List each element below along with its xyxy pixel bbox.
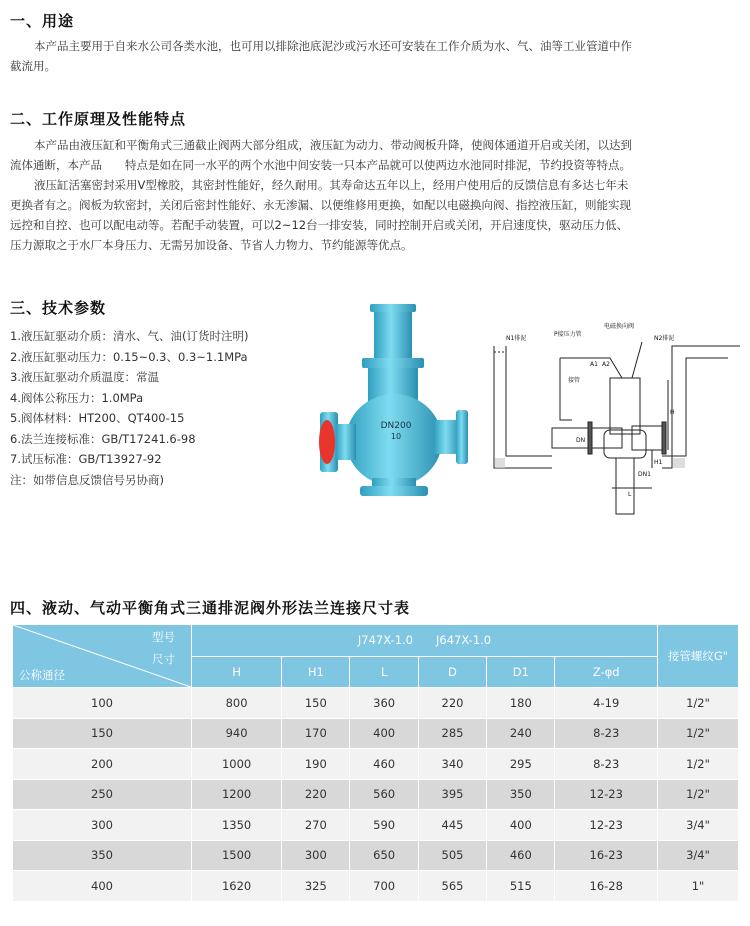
table-row	[13, 718, 739, 749]
table-cell: 16-28	[555, 871, 658, 902]
table-cell: 285	[418, 718, 486, 749]
section-title-dimensions: 四、液动、气动平衡角式三通排泥阀外形法兰连接尺寸表	[10, 599, 411, 617]
table-row	[13, 871, 739, 902]
col-header-z: Z-φd	[555, 656, 658, 688]
diagram-label-l: L	[628, 491, 632, 498]
table-cell: 460	[350, 749, 418, 780]
table-cell: 650	[350, 840, 418, 871]
principle-line-4: 更换者有之。阀板为软密封，关闭后密封性能好、永无渗漏、以便维修用更换，如配以电磁换向阀、指控液压缸，则能实现	[10, 198, 631, 212]
table-cell: 460	[487, 840, 555, 871]
table-cell: 3/4"	[658, 810, 739, 841]
section-title-specs: 三、技术参数	[10, 299, 107, 317]
valve-product-image	[312, 300, 472, 500]
diagram-label-n1: N1排泥	[506, 335, 527, 342]
dimension-table-body	[13, 688, 739, 902]
table-cell: 565	[418, 871, 486, 902]
table-cell: 1"	[658, 871, 739, 902]
table-cell: 300	[282, 840, 350, 871]
table-cell: 400	[487, 810, 555, 841]
usage-line-2: 截流用。	[10, 59, 56, 73]
section-title-usage: 一、用途	[10, 12, 75, 30]
table-row	[13, 688, 739, 719]
table-cell: 800	[192, 688, 282, 719]
diagram-label-a1: A1	[590, 361, 598, 368]
principle-paragraph	[10, 135, 740, 255]
table-cell: 700	[350, 871, 418, 902]
usage-line-1: 本产品主要用于自来水公司各类水池，也可用以排除池底泥沙或污水还可安装在工作介质为水、气、油等工业管道中作	[34, 39, 632, 53]
section-title-principle: 二、工作原理及性能特点	[10, 110, 187, 128]
table-cell: 220	[282, 779, 350, 810]
table-cell: 1620	[192, 871, 282, 902]
table-cell: 250	[13, 779, 192, 810]
spec-item: 3.液压缸驱动介质温度：常温	[10, 370, 159, 384]
table-row	[13, 840, 739, 871]
table-cell: 100	[13, 688, 192, 719]
table-cell: 445	[418, 810, 486, 841]
diagram-label-dn1: DN1	[638, 471, 651, 478]
table-cell: 340	[418, 749, 486, 780]
table-cell: 190	[282, 749, 350, 780]
diagram-label-solenoid: 电磁换向阀	[604, 323, 635, 330]
table-cell: 150	[13, 718, 192, 749]
table-cell: 150	[282, 688, 350, 719]
principle-line-6: 压力源取之于水厂本身压力、无需另加设备、节省人力物力、节约能源等优点。	[10, 238, 413, 252]
table-cell: 395	[418, 779, 486, 810]
table-cell: 1500	[192, 840, 282, 871]
model-header: J747X-1.0 J647X-1.0	[192, 625, 658, 657]
table-cell: 295	[487, 749, 555, 780]
diagram-label-pressure-pipe: P接压力管	[554, 331, 582, 338]
col-header-d: D	[418, 656, 486, 688]
diagram-label-a2: A2	[602, 361, 610, 368]
table-cell: 300	[13, 810, 192, 841]
table-row	[13, 749, 739, 780]
corner-label-size: 尺寸	[152, 652, 175, 666]
table-corner-header	[13, 625, 192, 688]
diagram-label-h1: H1	[654, 459, 663, 466]
spec-note: 注：如带信息反馈信号另协商)	[10, 472, 164, 487]
table-cell: 220	[418, 688, 486, 719]
table-cell: 360	[350, 688, 418, 719]
table-cell: 400	[13, 871, 192, 902]
installation-diagram	[492, 318, 742, 516]
table-cell: 505	[418, 840, 486, 871]
valve-label-dn: DN200	[380, 421, 412, 431]
table-cell: 350	[13, 840, 192, 871]
dimension-table	[12, 624, 739, 902]
corner-label-dn: 公称通径	[19, 668, 65, 682]
table-cell: 16-23	[555, 840, 658, 871]
diagram-label-n2: N2排泥	[654, 335, 675, 342]
spec-item: 4.阀体公称压力：1.0MPa	[10, 390, 144, 405]
table-cell: 180	[487, 688, 555, 719]
col-header-h: H	[192, 656, 282, 688]
spec-item: 2.液压缸驱动压力：0.15~0.3、0.3~1.1MPa	[10, 349, 248, 364]
diagram-label-dn: DN	[576, 437, 586, 444]
principle-line-1: 本产品由液压缸和平衡角式三通截止阀两大部分组成，液压缸为动力、带动阀板升降，使阀体通道开启或关闭，以达到	[34, 138, 632, 152]
table-cell: 1200	[192, 779, 282, 810]
diagram-label-jieguan: 接管	[568, 377, 581, 384]
spec-item: 5.阀体材料：HT200、QT400-15	[10, 411, 185, 425]
principle-line-3: 液压缸活塞密封采用V型橡胶，其密封性能好，经久耐用。其寿命达五年以上，经用户使用后的反馈信息有多达七年未	[34, 178, 629, 192]
table-cell: 560	[350, 779, 418, 810]
valve-label-pn: 10	[390, 432, 402, 441]
table-cell: 590	[350, 810, 418, 841]
table-cell: 8-23	[555, 718, 658, 749]
table-cell: 200	[13, 749, 192, 780]
table-cell: 12-23	[555, 810, 658, 841]
col-header-l: L	[350, 656, 418, 688]
col-header-d1: D1	[487, 656, 555, 688]
table-cell: 940	[192, 718, 282, 749]
table-cell: 8-23	[555, 749, 658, 780]
spec-item: 1.液压缸驱动介质：清水、气、油(订货时注明)	[10, 329, 249, 343]
col-header-h1: H1	[282, 656, 350, 688]
table-cell: 325	[282, 871, 350, 902]
corner-label-type: 型号	[152, 630, 175, 644]
thread-header: 接管螺纹G"	[658, 625, 739, 688]
table-cell: 4-19	[555, 688, 658, 719]
diagram-label-h: H	[670, 409, 675, 416]
spec-item: 6.法兰连接标准：GB/T17241.6-98	[10, 431, 196, 446]
table-cell: 1350	[192, 810, 282, 841]
table-cell: 1/2"	[658, 688, 739, 719]
table-cell: 170	[282, 718, 350, 749]
table-row	[13, 779, 739, 810]
table-cell: 1/2"	[658, 749, 739, 780]
table-cell: 1000	[192, 749, 282, 780]
table-cell: 12-23	[555, 779, 658, 810]
principle-line-2: 流体通断，本产品 特点是如在同一水平的两个水池中间安装一只本产品就可以使两边水池同时排泥，节约投资等特点。	[10, 158, 631, 172]
spec-list	[10, 326, 248, 490]
table-cell: 3/4"	[658, 840, 739, 871]
table-cell: 400	[350, 718, 418, 749]
table-cell: 1/2"	[658, 718, 739, 749]
usage-paragraph	[10, 36, 740, 76]
principle-line-5: 远控和自控、也可以配电动等。若配手动装置，可以2~12台一排安装，同时控制开启或关闭，开启速度快，驱动压力低、	[10, 218, 629, 232]
table-row	[13, 810, 739, 841]
table-cell: 1/2"	[658, 779, 739, 810]
table-cell: 270	[282, 810, 350, 841]
table-cell: 515	[487, 871, 555, 902]
table-cell: 350	[487, 779, 555, 810]
table-cell: 240	[487, 718, 555, 749]
spec-item: 7.试压标准：GB/T13927-92	[10, 452, 162, 466]
